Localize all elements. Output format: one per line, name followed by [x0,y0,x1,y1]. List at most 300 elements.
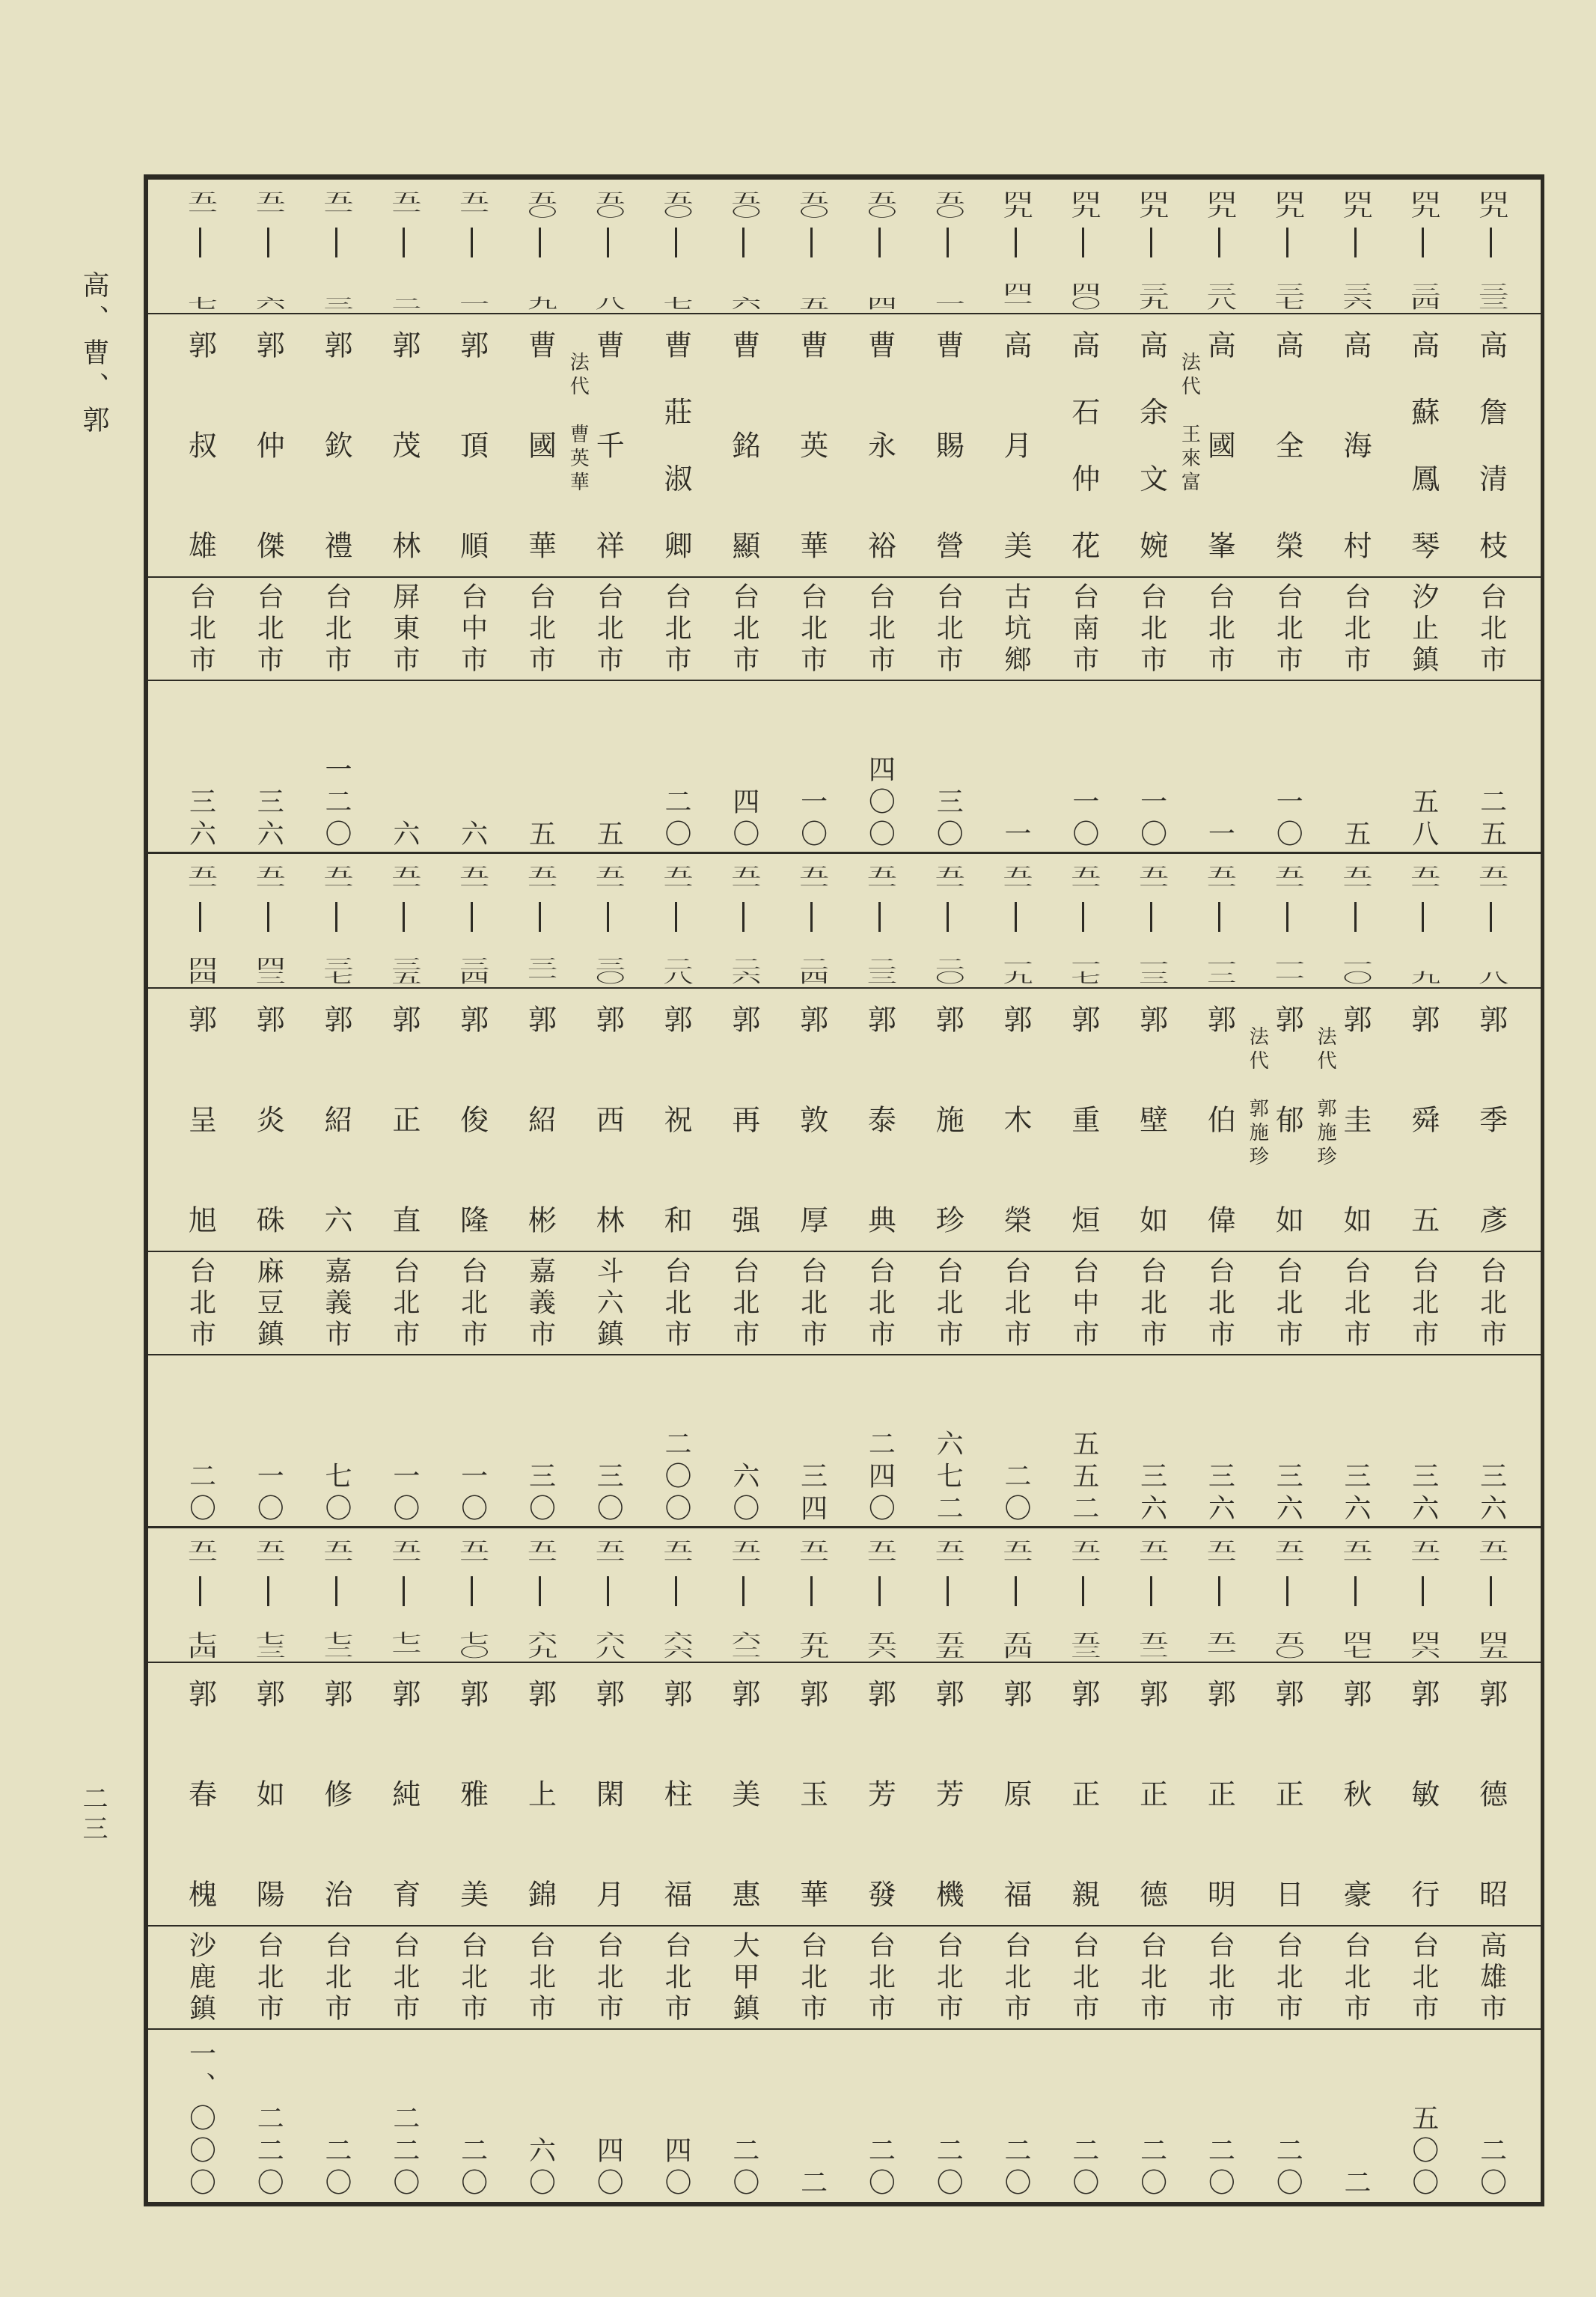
entry-address-cell [506,578,574,681]
person-name: 郭紹彬 [523,1004,557,1233]
running-header: 高、曹、郭 [79,271,109,439]
entry [1389,854,1457,1526]
entry-number [506,1528,574,1663]
number-prefix: 五一 [1473,865,1508,893]
entry-address-cell [438,1252,506,1355]
dash-line [1015,902,1017,932]
address-text: 台北市 [1204,1257,1235,1351]
entry [370,1528,438,2200]
amount-text: 四〇 [728,787,759,852]
dash-line [1422,902,1424,932]
number-suffix: 二八 [658,957,694,984]
entry-name-cell [506,314,574,578]
number-prefix: 五一 [998,865,1033,893]
entry-number [370,180,438,314]
address-text: 台北市 [1340,1257,1371,1351]
entry-address-cell [642,1252,710,1355]
entry-number [777,854,846,989]
address-text: 台北市 [456,1931,488,2025]
dash-line [947,902,949,932]
entry-name-cell [1117,314,1185,578]
entry-number [234,180,302,314]
entry-address-cell [1389,1927,1457,2030]
entry [302,1528,370,2200]
page-number: 二三 [78,1785,108,1845]
dash-line [267,1576,269,1606]
entries-row [148,1528,1541,2200]
entry-address-cell [1457,1927,1525,2030]
entry-name-cell [709,989,777,1252]
entry-address-cell [234,1927,302,2030]
address-text: 台北市 [1204,582,1235,677]
entry-address-cell [1185,1252,1253,1355]
number-prefix: 五一 [726,1540,761,1567]
number-suffix: 三四 [1405,282,1440,310]
number-suffix: 二三 [862,957,897,984]
proxy-label: 法代 [1246,1026,1269,1074]
entry-number [302,180,370,314]
person-name: 郭頂順 [455,330,489,559]
address-text: 台北市 [932,582,964,677]
entry [914,854,982,1526]
number-suffix: 四四 [183,957,218,984]
number-prefix: 五一 [1202,1540,1237,1567]
entry [302,180,370,852]
person-name: 高石仲花 [1066,330,1100,559]
entry-amount-cell [506,2030,574,2200]
amount-text: 三四 [796,1462,828,1526]
number-prefix: 五一 [386,1540,421,1567]
entry [370,854,438,1526]
entry-number [642,854,710,989]
dash-line [199,228,201,257]
amount-text: 二〇 [1000,1462,1032,1526]
address-text: 台北市 [185,1257,216,1351]
number-suffix: 一九 [998,957,1033,984]
dash-line [267,228,269,257]
entry [1321,1528,1389,2200]
number-prefix: 五一 [862,865,897,893]
person-name: 郭正親 [1066,1679,1100,1908]
entry-name-cell [1117,989,1185,1252]
entry-address-cell [370,1927,438,2030]
address-text: 台北市 [525,582,556,677]
dash-line [1286,228,1288,257]
entry [1185,854,1253,1526]
number-suffix: 三 [319,296,354,310]
dash-line [335,1576,337,1606]
entry-name-cell [642,1663,710,1927]
number-prefix: 五一 [1338,1540,1372,1567]
dash-line [607,902,609,932]
entry-name-cell [1321,314,1389,578]
amount-text: 二五 [1476,787,1507,852]
entry-amount-cell [506,681,574,852]
entry-name-cell [846,314,914,578]
amount-text: 四〇 [593,2136,624,2200]
number-suffix: 二〇 [930,957,965,984]
number-suffix: 七二 [319,1631,354,1659]
address-text: 台北市 [1136,1257,1167,1351]
entry [1246,854,1321,1526]
entry-number [1253,180,1321,314]
address-text: 台北市 [1272,582,1303,677]
entry-address-cell [1457,578,1525,681]
entry-name-cell [642,314,710,578]
entry-address-cell [709,1252,777,1355]
entry-name-cell [914,1663,982,1927]
number-prefix: 五〇 [522,191,557,219]
entry [506,854,574,1526]
entry-address-cell [709,1927,777,2030]
proxy-name: 王來富 [1178,424,1201,495]
entry [506,180,574,852]
entry [1117,1528,1185,2200]
register-section-2 [148,854,1541,1528]
dash-line [267,902,269,932]
person-name: 郭泰典 [863,1004,896,1233]
amount-text: 六〇 [728,1462,759,1526]
address-text: 台北市 [932,1257,964,1351]
person-name: 郭呈旭 [183,1004,217,1233]
address-text: 台北市 [1136,582,1167,677]
entry-name-cell [1246,989,1321,1252]
entry-amount-cell [302,2030,370,2200]
entry-address-cell [1321,1927,1389,2030]
address-text: 台北市 [456,1257,488,1351]
number-suffix: 二 [386,296,421,310]
address-text: 台南市 [1068,582,1099,677]
number-prefix: 五一 [319,865,354,893]
dash-line [947,228,949,257]
number-suffix: 四三 [251,957,286,984]
entry-address-cell [846,1252,914,1355]
entry-address-cell [846,578,914,681]
entry-number [1185,1528,1253,1663]
entry-address-cell [166,578,234,681]
dash-line [742,902,745,932]
address-text: 汐止鎮 [1407,582,1439,677]
entry-amount-cell [1049,681,1117,852]
dash-line [539,902,541,932]
amount-text: 四〇〇 [864,755,896,852]
entry-amount-cell [1185,681,1253,852]
entry-number [1457,1528,1525,1663]
entry-name-cell [1389,314,1457,578]
amount-text: 二 [796,2168,828,2200]
entry-address-cell [777,1927,846,2030]
number-suffix: 五六 [862,1631,897,1659]
amount-text: 三〇 [932,787,964,852]
entry-address-cell [982,1252,1050,1355]
number-suffix: 三三 [1473,282,1508,310]
entry [1253,180,1321,852]
person-name: 郭雅美 [455,1679,489,1908]
amount-text: 二〇 [456,2136,488,2200]
entry-name-cell [438,989,506,1252]
entry-amount-cell [234,681,302,852]
number-prefix: 四九 [1338,191,1372,219]
entry-amount-cell [1321,1355,1389,1526]
entry-amount-cell [1253,681,1321,852]
entry [642,1528,710,2200]
number-suffix: 七一 [386,1631,421,1659]
address-text: 高雄市 [1476,1931,1507,2025]
number-suffix: 五四 [998,1631,1033,1659]
number-prefix: 五〇 [590,191,626,219]
amount-text: 二〇 [1272,2136,1303,2200]
number-prefix: 五一 [590,1540,626,1567]
person-name: 郭玉華 [795,1679,828,1908]
entry-name-cell [1314,989,1389,1252]
entry-address-cell [506,1927,574,2030]
number-prefix: 五一 [930,865,965,893]
entry-name-cell [574,989,642,1252]
amount-text: 二〇 [1000,2136,1032,2200]
entry [1457,854,1525,1526]
dash-line [539,1576,541,1606]
amount-text: 七〇 [321,1462,352,1526]
amount-text: 五 [525,820,556,852]
entry-address-cell [166,1252,234,1355]
number-prefix: 五一 [1065,865,1101,893]
entry-amount-cell [846,1355,914,1526]
number-prefix: 五一 [251,865,286,893]
entry-amount-cell [166,681,234,852]
entry-amount-cell [1321,681,1389,852]
entry-name-cell [1049,314,1117,578]
entry [1178,180,1253,852]
entry [438,1528,506,2200]
entry-amount-cell [846,2030,914,2200]
entry [234,1528,302,2200]
number-prefix: 四九 [998,191,1033,219]
entry-address-cell [1253,578,1321,681]
dash-line [1150,228,1152,257]
dash-line [947,1576,949,1606]
number-prefix: 五一 [386,191,421,219]
person-name: 郭敏行 [1406,1679,1440,1908]
number-suffix: 六 [726,296,761,310]
address-text: 台北市 [796,582,828,677]
entry-number [574,854,642,989]
register-section-3 [148,1528,1541,2200]
person-name: 郭上錦 [523,1679,557,1908]
number-prefix: 五一 [1270,865,1305,893]
entry [914,180,982,852]
entry-address-cell [1457,1252,1525,1355]
dash-line [1082,228,1084,257]
entry [982,1528,1050,2200]
dash-line [878,902,881,932]
number-suffix: 四〇 [1065,282,1101,310]
entry-amount-cell [438,2030,506,2200]
entry-address-cell [234,578,302,681]
entry-number [166,854,234,989]
person-name: 郭茂林 [387,330,421,559]
entry [642,854,710,1526]
entry-name-cell [234,314,302,578]
address-text: 台北市 [1476,582,1507,677]
entry [1117,180,1185,852]
person-name: 郭修治 [319,1679,353,1908]
person-name: 郭閑月 [591,1679,625,1908]
dash-line [878,228,881,257]
number-prefix: 四九 [1065,191,1101,219]
number-suffix: 四六 [1405,1631,1440,1659]
register-section-1 [148,180,1541,854]
entry-number [709,854,777,989]
amount-text: 二〇 [185,1462,216,1526]
number-suffix: 三九 [1134,282,1169,310]
entry-address-cell [1389,578,1457,681]
number-suffix: 九 [522,296,557,310]
entry-amount-cell [982,681,1050,852]
entry-amount-cell [506,1355,574,1526]
dash-line [810,228,813,257]
address-text: 古坑鄉 [1000,582,1032,677]
entry [642,180,710,852]
entry-amount-cell [166,1355,234,1526]
number-suffix: 五 [794,296,829,310]
number-prefix: 五一 [930,1540,965,1567]
amount-text: 二〇〇 [661,1430,692,1526]
person-name: 郭施珍 [931,1004,964,1233]
entry-number [777,180,846,314]
number-suffix: 五二 [1134,1631,1169,1659]
entry-amount-cell [777,1355,846,1526]
entry-address-cell [574,1927,642,2030]
entry-address-cell [1389,1252,1457,1355]
dash-line [335,228,337,257]
address-text: 嘉義市 [321,1257,352,1351]
entry-amount-cell [914,681,982,852]
person-name: 郭炎硃 [251,1004,285,1233]
address-text: 嘉義市 [525,1257,556,1351]
dash-line [810,1576,813,1606]
entry-name-cell [574,1663,642,1927]
address-text: 台北市 [661,1931,692,2025]
amount-text: 三〇 [593,1462,624,1526]
entry-number [982,854,1050,989]
number-prefix: 四九 [1473,191,1508,219]
dash-line [1150,902,1152,932]
address-text: 台北市 [388,1931,420,2025]
entry [982,180,1050,852]
amount-text: 二〇 [1476,2136,1507,2200]
person-name: 郭圭如 [1339,1004,1372,1233]
person-name: 郭正明 [1202,1679,1236,1908]
entry-number [709,180,777,314]
entry-name-cell [709,314,777,578]
person-name: 郭原福 [999,1679,1033,1908]
entry-amount-cell [1117,1355,1185,1526]
amount-text: 三六 [1204,1462,1235,1526]
entry [1049,854,1117,1526]
address-text: 台北市 [1068,1931,1099,2025]
dash-line [1286,902,1288,932]
amount-text: 五〇〇 [1407,2104,1439,2200]
address-text: 台北市 [321,582,352,677]
dash-line [1490,902,1492,932]
entry [234,180,302,852]
amount-text: 一〇 [1136,787,1167,852]
entry-name-cell [642,989,710,1252]
number-prefix: 五一 [794,865,829,893]
address-text: 沙鹿鎮 [185,1931,216,2025]
entry-name-cell [1049,1663,1117,1927]
dash-line [1015,228,1017,257]
amount-text: 二四〇 [864,1430,896,1526]
entry-amount-cell [1185,2030,1253,2200]
entry-number [1049,180,1117,314]
entry-amount-cell [1253,1355,1321,1526]
address-text: 台北市 [1272,1931,1303,2025]
entry [1457,180,1525,852]
amount-text: 六七二 [932,1430,964,1526]
entry [777,854,846,1526]
dash-line [607,1576,609,1606]
amount-text: 三六 [1136,1462,1167,1526]
entry-amount-cell [1049,2030,1117,2200]
number-suffix: 二六 [726,957,761,984]
dash-line [1150,1576,1152,1606]
amount-text: 三六 [185,787,216,852]
entry-amount-cell [1457,1355,1525,1526]
entry-number [370,854,438,989]
entry-number [1117,180,1185,314]
address-text: 台北市 [593,1931,624,2025]
amount-text: 二〇 [728,2136,759,2200]
number-prefix: 五一 [658,1540,694,1567]
number-suffix: 三五 [386,957,421,984]
amount-text: 一〇 [456,1462,488,1526]
number-prefix: 五一 [183,191,218,219]
person-name: 郭純育 [387,1679,421,1908]
number-suffix: 九 [1405,970,1440,984]
dash-line [675,228,677,257]
entry-name-cell [1185,1663,1253,1927]
entry-address-cell [642,1927,710,2030]
entry-amount-cell [1321,2030,1389,2200]
entry-number [1185,180,1253,314]
number-suffix: 六 [251,296,286,310]
entry [709,1528,777,2200]
entry-amount-cell [1117,681,1185,852]
entry-number [506,854,574,989]
entry [166,854,234,1526]
dash-line [1354,228,1357,257]
dash-line [335,902,337,932]
entry-number [370,1528,438,1663]
entry-amount-cell [1253,2030,1321,2200]
amount-text: 一 [1000,820,1032,852]
address-text: 台北市 [1204,1931,1235,2025]
number-suffix: 三六 [1338,282,1372,310]
address-text: 台北市 [1340,582,1371,677]
dash-line [675,1576,677,1606]
entry-number [234,854,302,989]
dash-line [403,228,405,257]
entry-number [1049,854,1117,989]
person-name: 郭季彥 [1474,1004,1508,1233]
address-text: 台北市 [1340,1931,1371,2025]
entry-address-cell [846,1927,914,2030]
proxy-name: 郭施珍 [1314,1098,1337,1170]
address-text: 台中市 [456,582,488,677]
entry-amount-cell [642,2030,710,2200]
address-text: 台北市 [253,1931,284,2025]
